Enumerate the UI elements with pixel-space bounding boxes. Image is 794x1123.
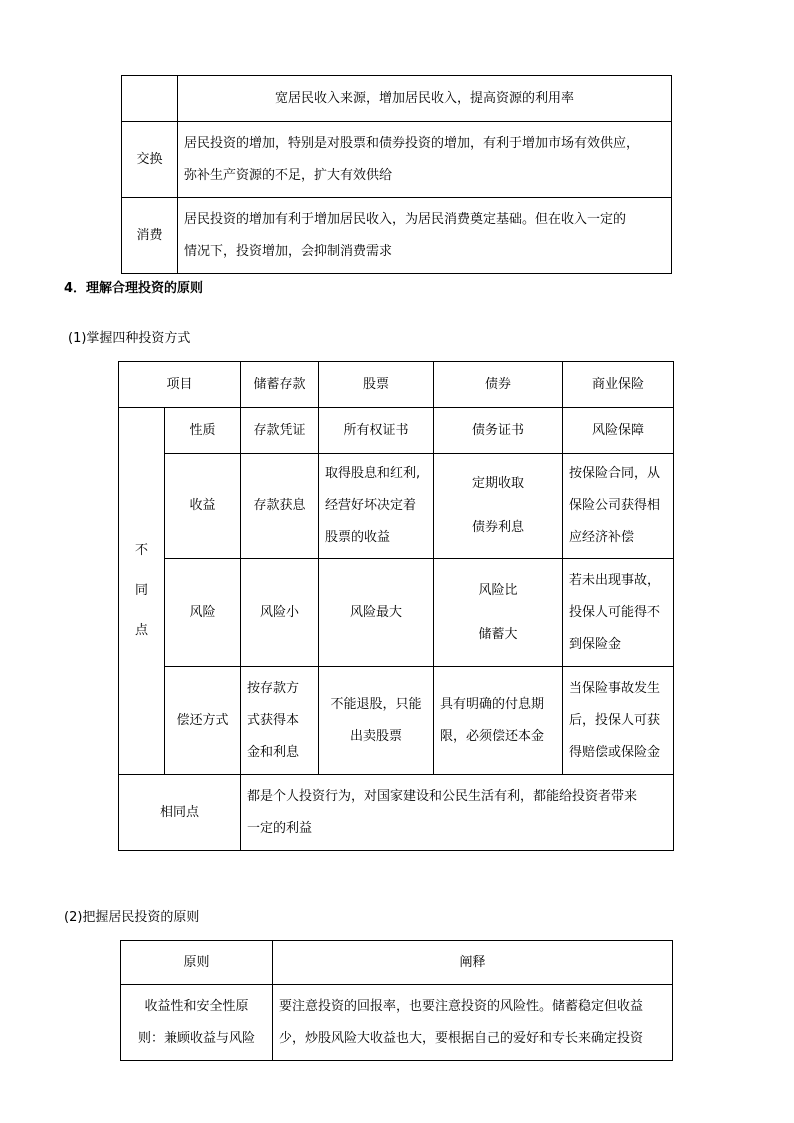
subsection-heading: (1)掌握四种投资方式 (68, 331, 191, 346)
text-line: 得赔偿或保险金 (569, 744, 661, 760)
text-line: 居民投资的增加有利于增加居民收入，为居民消费奠定基础。但在收入一定的 (184, 211, 627, 227)
header-savings: 储蓄存款 (241, 362, 319, 408)
row-label: 性质 (165, 408, 241, 454)
table-cell (563, 454, 674, 559)
table-cell: 存款凭证 (241, 408, 319, 454)
table-cell (178, 122, 672, 198)
text-line: 限，必须偿还本金 (440, 728, 545, 744)
text-line: 保险公司获得相 (569, 498, 661, 513)
investment-methods-table (118, 361, 674, 851)
table-cell: 宽居民收入来源，增加居民收入，提高资源的利用率 (178, 76, 672, 122)
table-cell (241, 667, 319, 775)
group-label-char: 不 (134, 543, 148, 558)
subsection-heading: (2)把握居民投资的原则 (64, 910, 200, 925)
text-line: 股票的收益 (325, 530, 391, 545)
row-label-exchange: 交换 (122, 122, 178, 198)
table-cell: 风险小 (241, 559, 319, 667)
text-line: 式获得本 (247, 712, 300, 728)
text-line: 风险比 (478, 582, 518, 598)
table-cell (241, 775, 674, 851)
group-label-char: 点 (134, 623, 148, 638)
table-row (119, 775, 674, 851)
row-label: 偿还方式 (165, 667, 241, 775)
text-line: 储蓄大 (478, 626, 518, 642)
table-cell (122, 76, 178, 122)
table-cell (434, 667, 563, 775)
economic-role-table (121, 75, 672, 274)
text-line: 居民投资的增加，特别是对股票和债券投资的增加，有利于增加市场有效供应， (184, 135, 640, 151)
table-row (122, 122, 672, 198)
table-row (119, 667, 674, 775)
header-insurance: 商业保险 (563, 362, 674, 408)
table-cell (319, 667, 434, 775)
text-line: 收益性和安全性原 (144, 998, 249, 1014)
table-header-row (121, 941, 673, 985)
table-cell (434, 454, 563, 559)
text-line: 取得股息和红利, (325, 466, 421, 481)
text-line: 弥补生产资源的不足，扩大有效供给 (184, 167, 393, 183)
table-cell (319, 454, 434, 559)
text-line: 要注意投资的回报率，也要注意投资的风险性。储蓄稳定但收益 (279, 998, 644, 1014)
row-label-similarities: 相同点 (119, 775, 241, 851)
table-cell: 债务证书 (434, 408, 563, 454)
table-cell: 存款获息 (241, 454, 319, 559)
table-row (119, 454, 674, 559)
table-cell (563, 667, 674, 775)
row-label (121, 985, 273, 1061)
text-line: 到保险金 (569, 636, 622, 652)
text-line: 按保险合同，从 (569, 466, 661, 481)
text-line: 当保险事故发生 (569, 680, 661, 696)
text-line: 若未出现事故， (569, 572, 661, 588)
header-item: 项目 (119, 362, 241, 408)
text-line: 金和利息 (247, 744, 300, 760)
header-bonds: 债券 (434, 362, 563, 408)
text-line: 少，炒股风险大收益也大，要根据自己的爱好和专长来确定投资 (279, 1030, 644, 1046)
table-row (119, 559, 674, 667)
table-row (119, 408, 674, 454)
text-line: 不能退股，只能 (330, 696, 422, 712)
table-row (122, 198, 672, 274)
table-header-row (119, 362, 674, 408)
text-line: 后，投保人可获 (569, 712, 661, 728)
table-cell: 所有权证书 (319, 408, 434, 454)
table-cell: 风险最大 (319, 559, 434, 667)
header-explanation: 阐释 (273, 941, 673, 985)
row-label: 风险 (165, 559, 241, 667)
text-line: 应经济补偿 (569, 530, 635, 545)
group-label-char: 同 (134, 583, 148, 598)
header-stocks: 股票 (319, 362, 434, 408)
text-line: 出卖股票 (350, 728, 403, 744)
row-label: 收益 (165, 454, 241, 559)
row-label-consumption: 消费 (122, 198, 178, 274)
table-cell: 风险保障 (563, 408, 674, 454)
table-cell (273, 985, 673, 1061)
text-line: 一定的利益 (247, 820, 313, 836)
group-label-differences (119, 408, 165, 775)
text-line: 按存款方 (247, 680, 300, 696)
investment-principles-table (120, 940, 673, 1061)
text-line: 具有明确的付息期 (440, 696, 545, 712)
table-row (122, 76, 672, 122)
text-line: 债券利息 (472, 520, 525, 535)
text-line: 则：兼顾收益与风险 (137, 1030, 255, 1046)
table-row (121, 985, 673, 1061)
text-line: 定期收取 (472, 476, 525, 491)
table-cell (434, 559, 563, 667)
table-cell (563, 559, 674, 667)
section-heading: 4．理解合理投资的原则 (64, 281, 204, 296)
header-principle: 原则 (121, 941, 273, 985)
text-line: 都是个人投资行为，对国家建设和公民生活有利，都能给投资者带来 (247, 788, 638, 804)
table-cell (178, 198, 672, 274)
text-line: 经营好坏决定着 (325, 498, 417, 513)
text-line: 投保人可能得不 (569, 604, 661, 620)
text-line: 情况下，投资增加，会抑制消费需求 (184, 243, 393, 259)
